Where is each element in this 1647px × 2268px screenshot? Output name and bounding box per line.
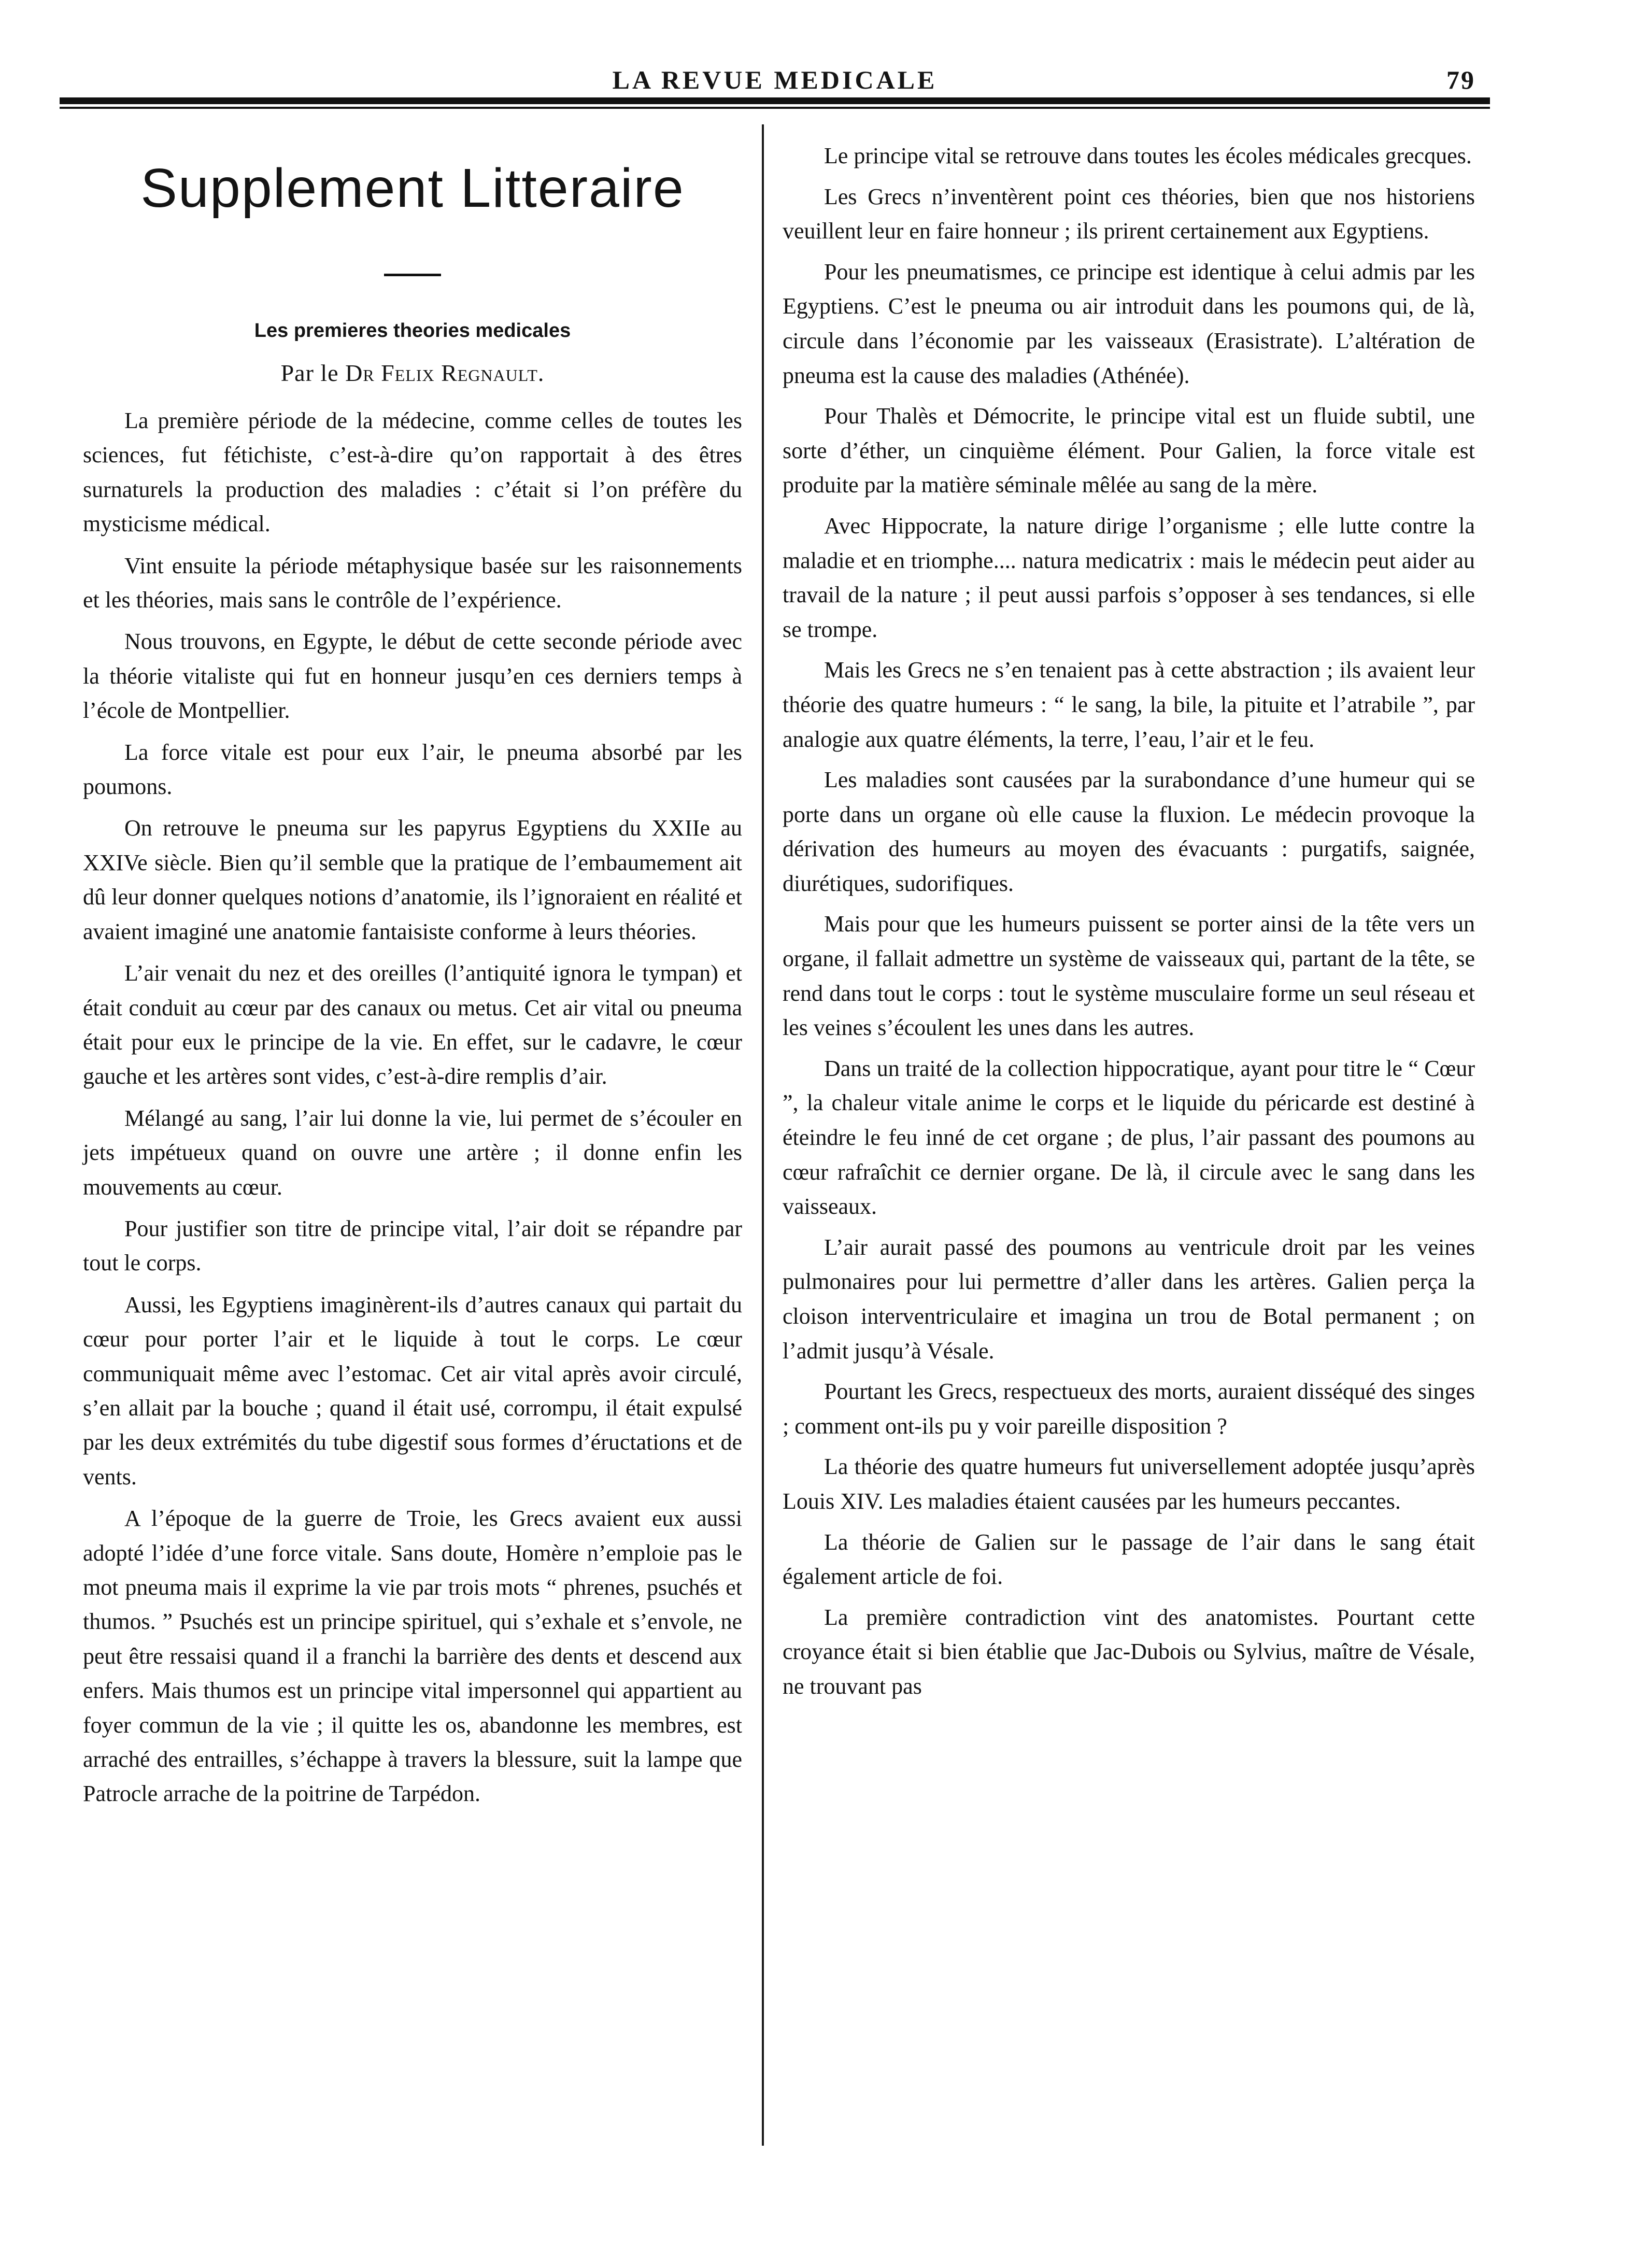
paragraph: On retrouve le pneuma sur les papyrus Egyptiens du XXIIe au XXIVe siècle. Bien qu’il semble que la pratique de l’embaumement ait dû leur donner quelques notions d’anatomie, ils l’ignoraient en réalité et avaient imaginé une anatomie fantaisiste conforme à leurs théories. — [83, 815, 742, 944]
paragraph: La force vitale est pour eux l’air, le pneuma absorbé par les poumons. — [83, 739, 742, 800]
paragraph: La théorie des quatre humeurs fut universellement adoptée jusqu’après Louis XIV. Les maladies étaient causées par les humeurs peccantes. — [783, 1454, 1475, 1514]
paragraph: Le principe vital se retrouve dans toutes les écoles médicales grecques. — [824, 143, 1472, 168]
supplement-title: Supplement Litteraire — [140, 158, 685, 219]
paragraph: Avec Hippocrate, la nature dirige l’organisme ; elle lutte contre la maladie et en triomphe.... natura medicatrix : mais le médecin peut aider au travail de la nature ; il peut aussi parfois s’opposer à ses tendances, si elle se trompe. — [783, 513, 1475, 642]
right-column — [783, 139, 1475, 1710]
paragraph: L’air aurait passé des poumons au ventricule droit par les veines pulmonaires pour lui permettre d’aller dans les artères. Galien perça la cloison interventriculaire et imagina un trou de Botal permanent ; on l’admit jusqu’à Vésale. — [783, 1234, 1475, 1364]
paragraph: Les Grecs n’inventèrent point ces théories, bien que nos historiens veuillent leur en faire honneur ; ils prirent certainement aux Egyptiens. — [783, 183, 1475, 244]
paragraph: Pourtant les Grecs, respectueux des morts, auraient disséqué des singes ; comment ont-ils pu y voir pareille disposition ? — [783, 1379, 1475, 1439]
header-rule-thick — [60, 97, 1490, 104]
paragraph: Aussi, les Egyptiens imaginèrent-ils d’autres canaux qui partait du cœur pour porter l’air et le liquide à tout le corps. Le cœur communiquait même avec l’estomac. Cet air vital après avoir circulé, s’en allait par la bouche ; quand il était usé, corrompu, il était expulsé par les deux extrémités du tube digestif sous formes d’éructations et de vents. — [83, 1292, 742, 1490]
paragraph: La première période de la médecine, comme celles de toutes les sciences, fut fétichiste, c’est-à-dire qu’on rapportait à des êtres surnaturels la production des maladies : c’était si l’on préfère du mysticisme médical. — [83, 408, 742, 537]
paragraph: Vint ensuite la période métaphysique basée sur les raisonnements et les théories, mais sans le contrôle de l’expérience. — [83, 552, 742, 613]
byline — [83, 357, 742, 389]
byline-author: Dr Felix Regnault. — [345, 360, 545, 386]
paragraph: Mais les Grecs ne s’en tenaient pas à cette abstraction ; ils avaient leur théorie des quatre humeurs : “ le sang, la bile, la pituite et l’atrabile ”, par analogie aux quatre éléments, la terre, l’eau, l’air et le feu. — [783, 657, 1475, 752]
paragraph: Les maladies sont causées par la surabondance d’une humeur qui se porte dans un organe où elle cause la fluxion. Le médecin provoque la dérivation des humeurs au moyen des évacuants : purgatifs, saignée, diurétiques, sudorifiques. — [783, 767, 1475, 896]
paragraph: Mélangé au sang, l’air lui donne la vie, lui permet de s’écouler en jets impétueux quand on ouvre une artère ; il donne enfin les mouvements au cœur. — [83, 1105, 742, 1200]
page-number: 79 — [1446, 65, 1475, 94]
paragraph: L’air venait du nez et des oreilles (l’antiquité ignora le tympan) et était conduit au cœur par des canaux ou metus. Cet air vital ou pneuma était pour eux le principe de la vie. En effet, sur le cadavre, le cœur gauche et les artères sont vides, c’est-à-dire remplis d’air. — [83, 960, 742, 1089]
paragraph: Pour Thalès et Démocrite, le principe vital est un fluide subtil, une sorte d’éther, un cinquième élément. Pour Galien, la force vitale est produite par la matière séminale mêlée au sang de la mère. — [783, 403, 1475, 498]
header-rule-thin — [60, 107, 1490, 109]
title-dash — [384, 274, 441, 276]
paragraph: Pour les pneumatismes, ce principe est identique à celui admis par les Egyptiens. C’est le pneuma ou air introduit dans les poumons qui, de là, circule dans l’économie par les vaisseaux (Erasistrate). L’altération de pneuma est la cause des maladies (Athénée). — [783, 259, 1475, 388]
column-divider — [762, 124, 764, 2146]
paragraph: La première contradiction vint des anatomistes. Pourtant cette croyance était si bien établie que Jac-Dubois ou Sylvius, maître de Vésale, ne trouvant pas — [783, 1604, 1475, 1699]
byline-prefix: Par le — [280, 360, 339, 386]
article-title: Les premieres theories medicales — [254, 320, 571, 342]
paragraph: Pour justifier son titre de principe vital, l’air doit se répandre par tout le corps. — [83, 1215, 742, 1276]
paragraph: Dans un traité de la collection hippocratique, ayant pour titre le “ Cœur ”, la chaleur vitale anime le corps et le liquide du péricarde est destiné à éteindre le feu inné de cet organe ; de plus, l’air passant des poumons au cœur rafraîchit ce dernier organe. De là, il circule avec le sang dans les vaisseaux. — [783, 1055, 1475, 1220]
left-column — [83, 139, 742, 1819]
paragraph: La théorie de Galien sur le passage de l’air dans le sang était également article de foi. — [783, 1529, 1475, 1590]
page-header — [60, 58, 1490, 102]
paragraph: A l’époque de la guerre de Troie, les Grecs avaient eux aussi adopté l’idée d’une force vitale. Sans doute, Homère n’emploie pas le mot pneuma mais il exprime la vie par trois mots “ phrenes, psuchés et thumos. ” Psuchés est un principe spirituel, qui s’exhale et s’envole, ne peut être ressaisi quand il a franchi la barrière des dents et descend aux enfers. Mais thumos est un principe vital impersonnel qui appartient au foyer commun de la vie ; il quitte les os, abandonne les membres, est arraché des entrailles, s’échappe à travers la blessure, suit la lampe que Patrocle arrache de la poitrine de Tarpédon. — [83, 1506, 742, 1807]
paragraph: Nous trouvons, en Egypte, le début de cette seconde période avec la théorie vitaliste qui fut en honneur jusqu’en ces derniers temps à l’école de Montpellier. — [83, 629, 742, 724]
paragraph: Mais pour que les humeurs puissent se porter ainsi de la tête vers un organe, il fallait admettre un système de vaisseaux qui, partant de la tête, se rend dans tout le corps : tout le système musculaire forme un seul réseau et les veines s’écoulent les unes dans les autres. — [783, 911, 1475, 1041]
journal-title: LA REVUE MEDICALE — [612, 65, 938, 94]
